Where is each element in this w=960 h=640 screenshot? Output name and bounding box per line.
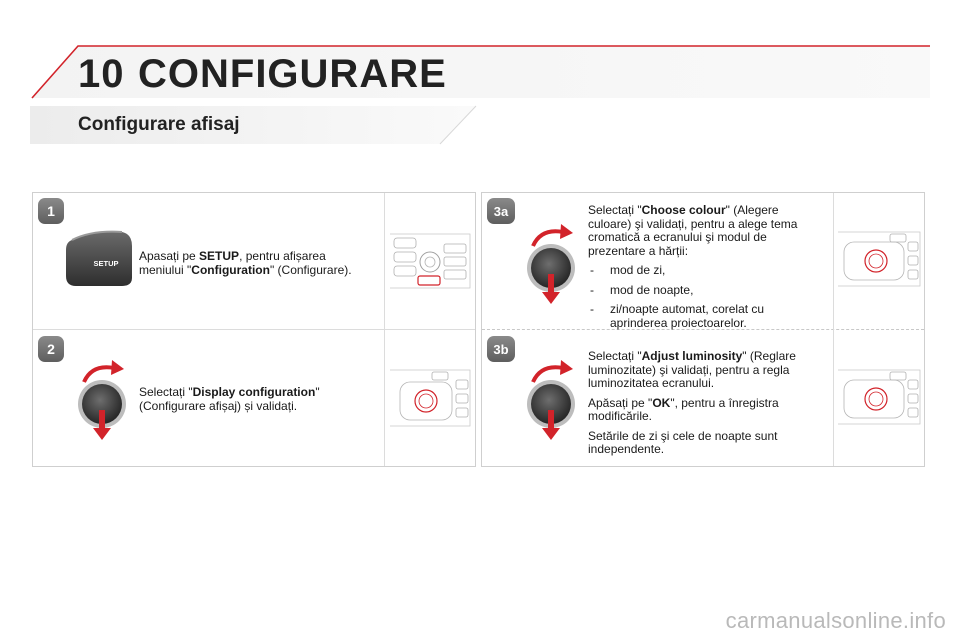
- step-badge-3a: 3a: [487, 198, 515, 224]
- step-2-text: Selectați "Display configuration" (Configurare afișaj) și validați.: [139, 385, 320, 413]
- chapter-title: CONFIGURARE: [138, 52, 447, 96]
- step-1-text: Apasați pe SETUP, pentru afișarea meniului "Configuration" (Configurare).: [139, 249, 352, 277]
- section-title: Configurare afisaj: [78, 114, 240, 135]
- console-knob-thumbnail: [386, 366, 472, 430]
- step-badge-1: 1: [38, 198, 64, 224]
- console-setup-thumbnail: [386, 230, 472, 292]
- step-3a-text: Selectați "Choose colour" (Alegere culoare) şi validați, pentru a alege tema cromatică a ecranului şi modul de prezentare a hărții: - mod de zi, - mod de noapte, - zi/noapte automat, corelat cu aprinderea proiectoarelor.: [588, 204, 820, 336]
- console-knob-thumbnail: [834, 228, 922, 290]
- step-3b-text: Selectați "Adjust luminosity" (Reglare luminozitate) şi validați, pentru a regla luminozitatea ecranului. Apăsați pe "OK", pentru a înregistra modificările. Setările de zi şi cele de noapte sunt independente.: [588, 349, 796, 456]
- console-knob-thumbnail: [834, 366, 922, 428]
- thumb-column-divider: [384, 193, 385, 466]
- step-badge-3b: 3b: [487, 336, 515, 362]
- list-item: - mod de zi,: [588, 264, 820, 278]
- setup-button-icon: [62, 226, 134, 288]
- step-badge-2: 2: [38, 336, 64, 362]
- watermark: carmanualsonline.info: [725, 608, 946, 633]
- list-item: - mod de noapte,: [588, 284, 820, 298]
- rotary-knob-icon: [521, 220, 581, 306]
- rotary-knob-icon: [72, 356, 132, 442]
- rotary-knob-icon: [521, 356, 581, 442]
- chapter-number: 10: [78, 52, 125, 96]
- setup-button-label: SETUP: [93, 259, 119, 268]
- list-item: - zi/noapte automat, corelat cu aprinderea proiectoarelor.: [588, 303, 820, 330]
- row-divider: [33, 329, 475, 330]
- display-mode-list: [588, 264, 820, 330]
